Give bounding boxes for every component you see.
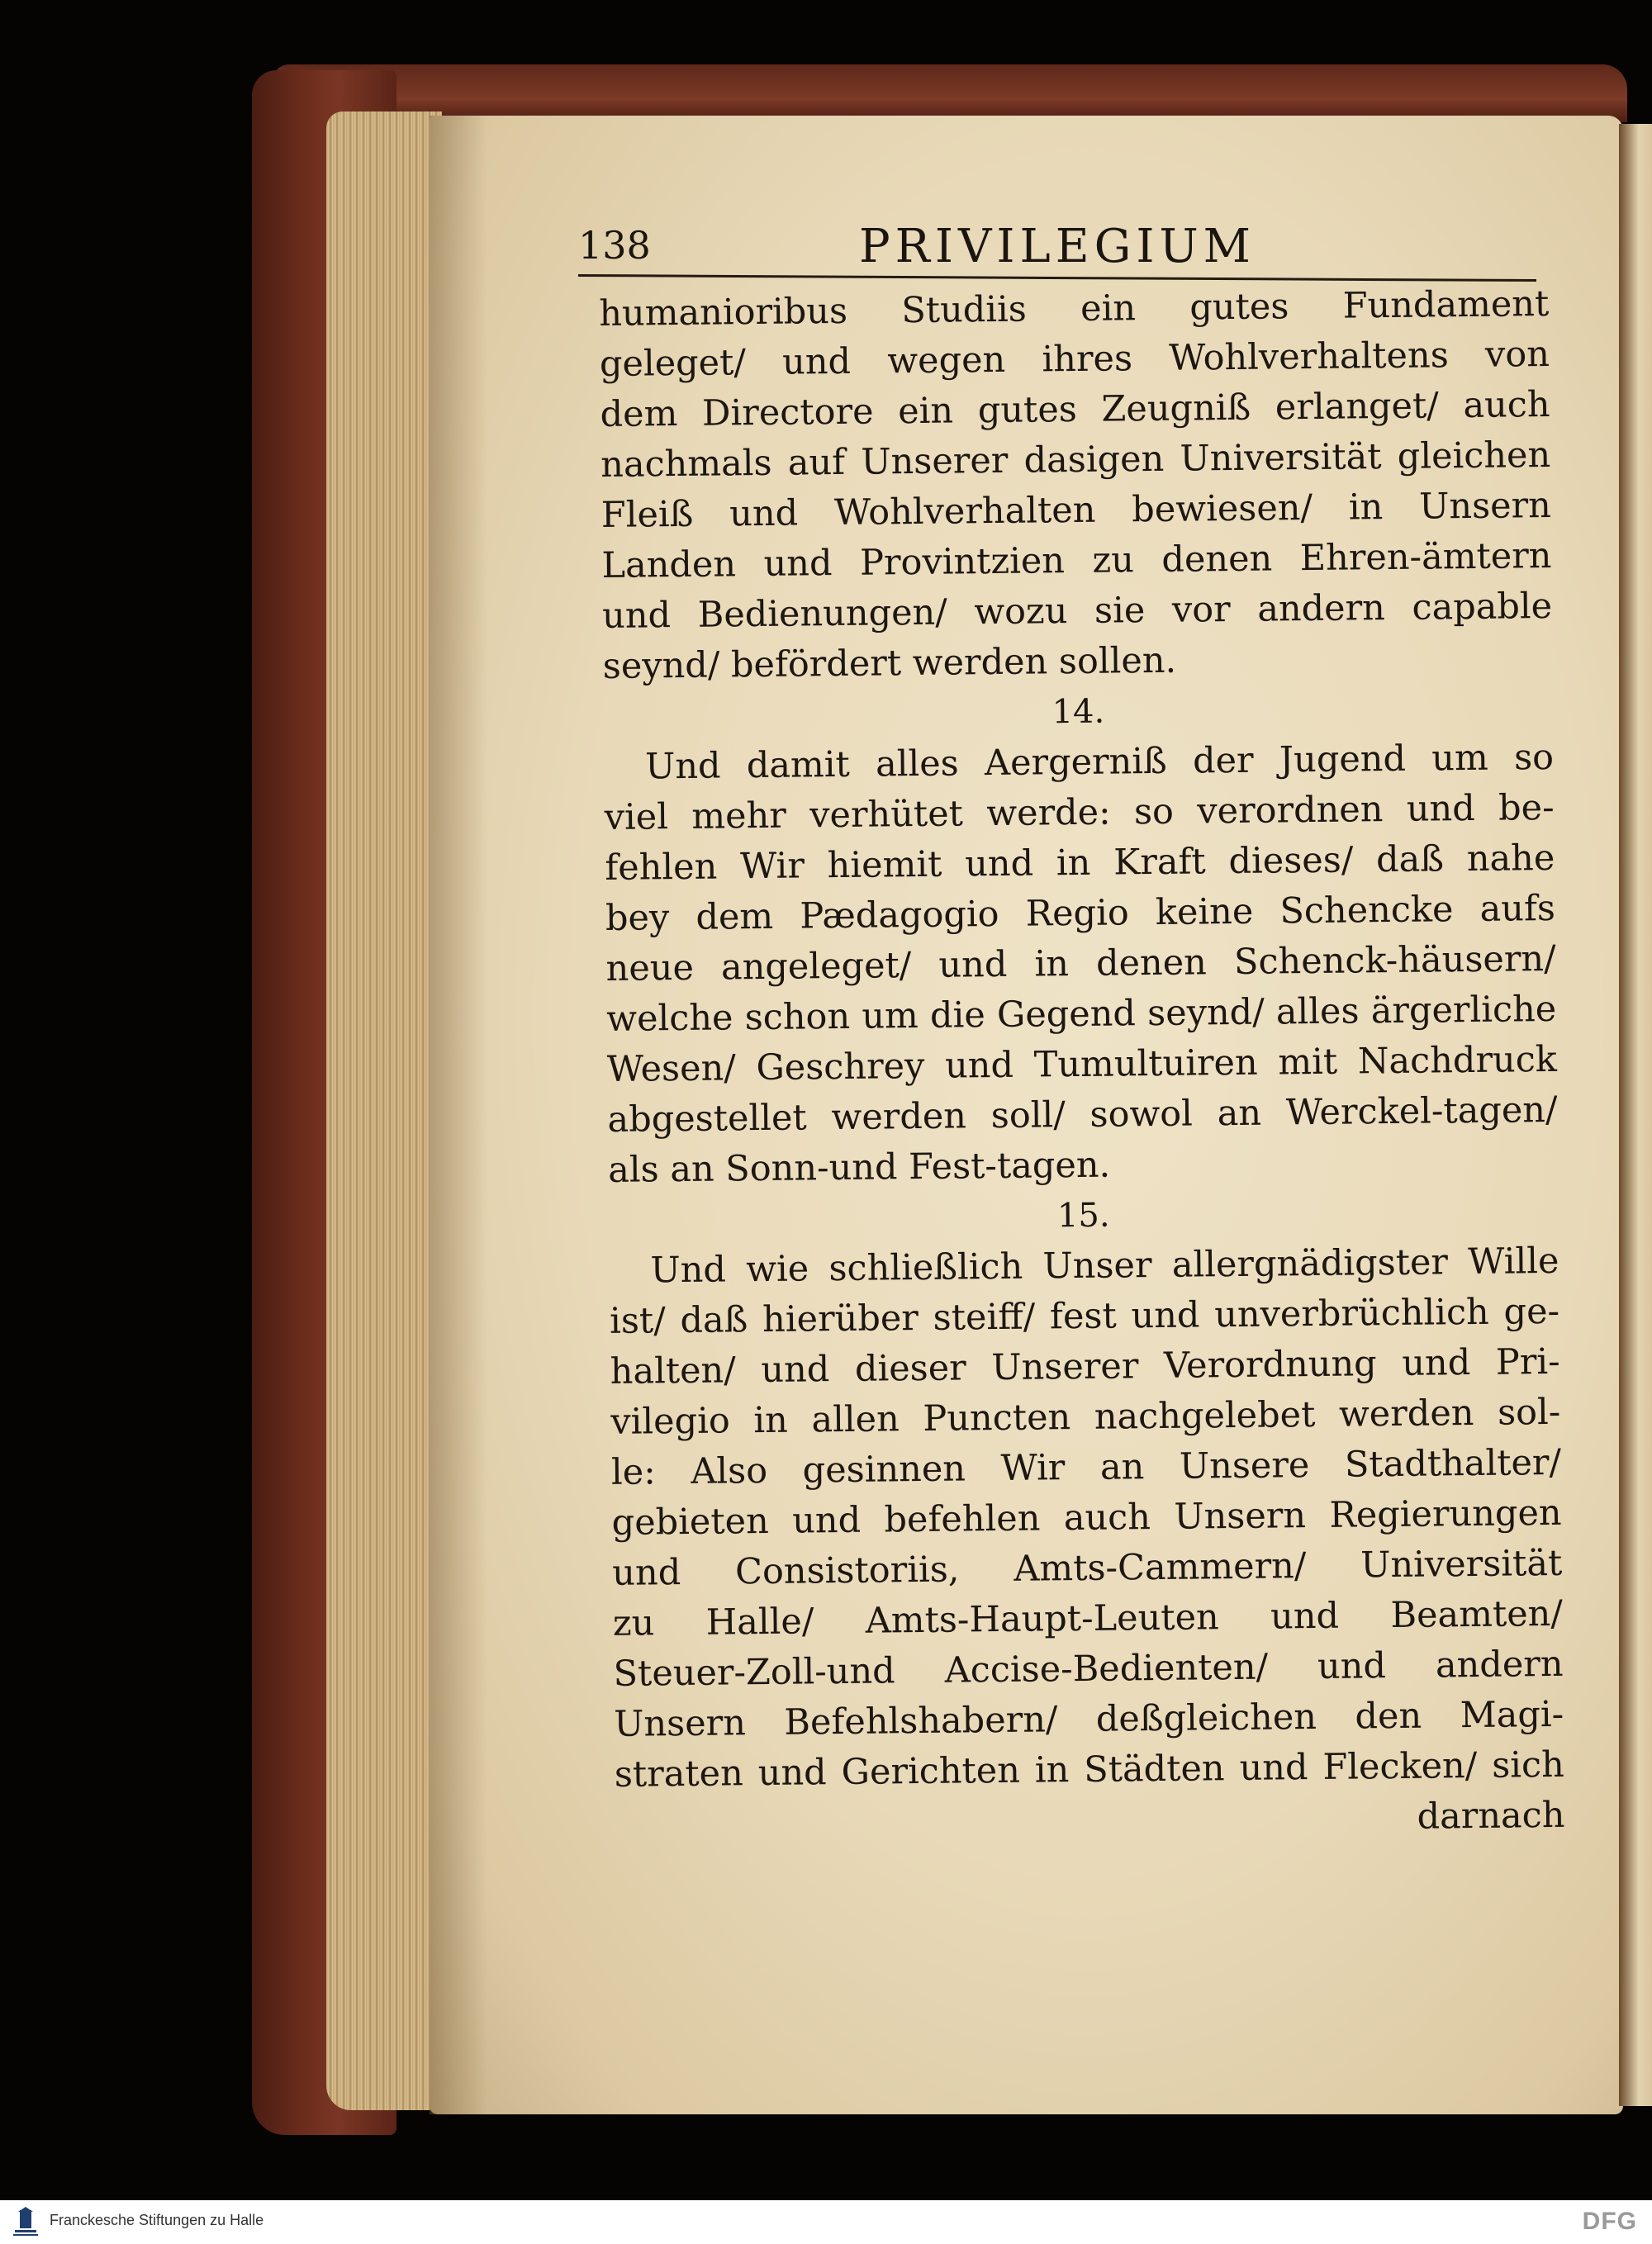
text-line: vilegio in allen Puncten nachgelebet werden sol- bbox=[610, 1391, 1561, 1443]
text-line: humanioribus Studiis ein gutes Fundament bbox=[599, 282, 1550, 334]
running-head: PRIVILEGIUM bbox=[859, 220, 1256, 273]
text-line: zu Halle/ Amts-Haupt-Leuten und Beamten/ bbox=[612, 1592, 1564, 1644]
franckesche-stiftungen-logo-icon bbox=[12, 2207, 40, 2238]
gutter-shadow bbox=[430, 116, 487, 2114]
text-line: Und damit alles Aergerniß der Jugend um so bbox=[644, 736, 1555, 788]
text-line: Steuer-Zoll-und Accise-Bedienten/ und andern bbox=[613, 1643, 1564, 1695]
text-line: Unsern Befehlshabern/ deßgleichen den Magi- bbox=[613, 1693, 1564, 1745]
text-line: straten und Gerichten in Städten und Flecken/ sich bbox=[614, 1743, 1565, 1796]
text-line: und Bedienungen/ wozu sie vor andern capable bbox=[601, 585, 1553, 637]
text-line: abgestellet werden soll/ sowol an Werckel-tagen/ bbox=[607, 1089, 1558, 1141]
text-line: bey dem Pædagogio Regio keine Schencke aufs bbox=[605, 887, 1556, 939]
text-line: gebieten und befehlen auch Unsern Regierungen bbox=[611, 1492, 1562, 1544]
text-line: fehlen Wir hiemit und in Kraft dieses/ daß nahe bbox=[605, 837, 1555, 889]
text-line: le: Also gesinnen Wir an Unsere Stadthalter/ bbox=[610, 1441, 1562, 1493]
text-line: nachmals auf Unserer dasigen Universität gleichen bbox=[600, 434, 1551, 486]
text-line: halten/ und dieser Unserer Verordnung und Pri- bbox=[610, 1340, 1560, 1392]
text-line: Landen und Provintzien zu denen Ehren-ämtern bbox=[601, 534, 1552, 586]
text-line: viel mehr verhütet werde: so verordnen und be- bbox=[604, 786, 1555, 838]
book-cover-top bbox=[273, 64, 1627, 122]
section-number-15: 15. bbox=[1056, 1196, 1110, 1236]
text-line: Und wie schließlich Unser allergnädigster Wille bbox=[650, 1240, 1559, 1292]
page-body bbox=[599, 279, 1565, 1851]
text-line: und Consistoriis, Amts-Cammern/ Universität bbox=[612, 1542, 1563, 1594]
text-line: geleget/ und wegen ihres Wohlverhaltens von bbox=[599, 333, 1550, 385]
viewer-footer bbox=[0, 2200, 1652, 2244]
text-line: als an Sonn-und Fest-tagen. bbox=[607, 1144, 1111, 1191]
text-line: Fleiß und Wohlverhalten bewiesen/ in Unsern bbox=[601, 484, 1552, 536]
text-line: seynd/ befördert werden sollen. bbox=[602, 639, 1177, 687]
page-edges bbox=[326, 111, 442, 2110]
page-number: 138 bbox=[578, 223, 651, 268]
dfg-logo: DFG bbox=[1582, 2208, 1637, 2235]
institution-name: Franckesche Stiftungen zu Halle bbox=[50, 2212, 264, 2228]
text-line: Wesen/ Geschrey und Tumultuiren mit Nachdruck bbox=[606, 1038, 1558, 1090]
page-header bbox=[578, 220, 1536, 281]
text-line: dem Directore ein gutes Zeugniß erlanget/ auch bbox=[600, 383, 1550, 435]
text-line: welche schon um die Gegend seynd/ alles ärgerliche bbox=[605, 988, 1557, 1040]
catchword: darnach bbox=[1417, 1794, 1565, 1838]
section-number-14: 14. bbox=[1051, 692, 1105, 732]
text-line: neue angeleget/ und in denen Schenck-häusern/ bbox=[605, 937, 1556, 989]
facing-page-edge bbox=[1619, 124, 1652, 2106]
text-line: ist/ daß hierüber steiff/ fest und unverbrüchlich ge- bbox=[609, 1290, 1560, 1342]
